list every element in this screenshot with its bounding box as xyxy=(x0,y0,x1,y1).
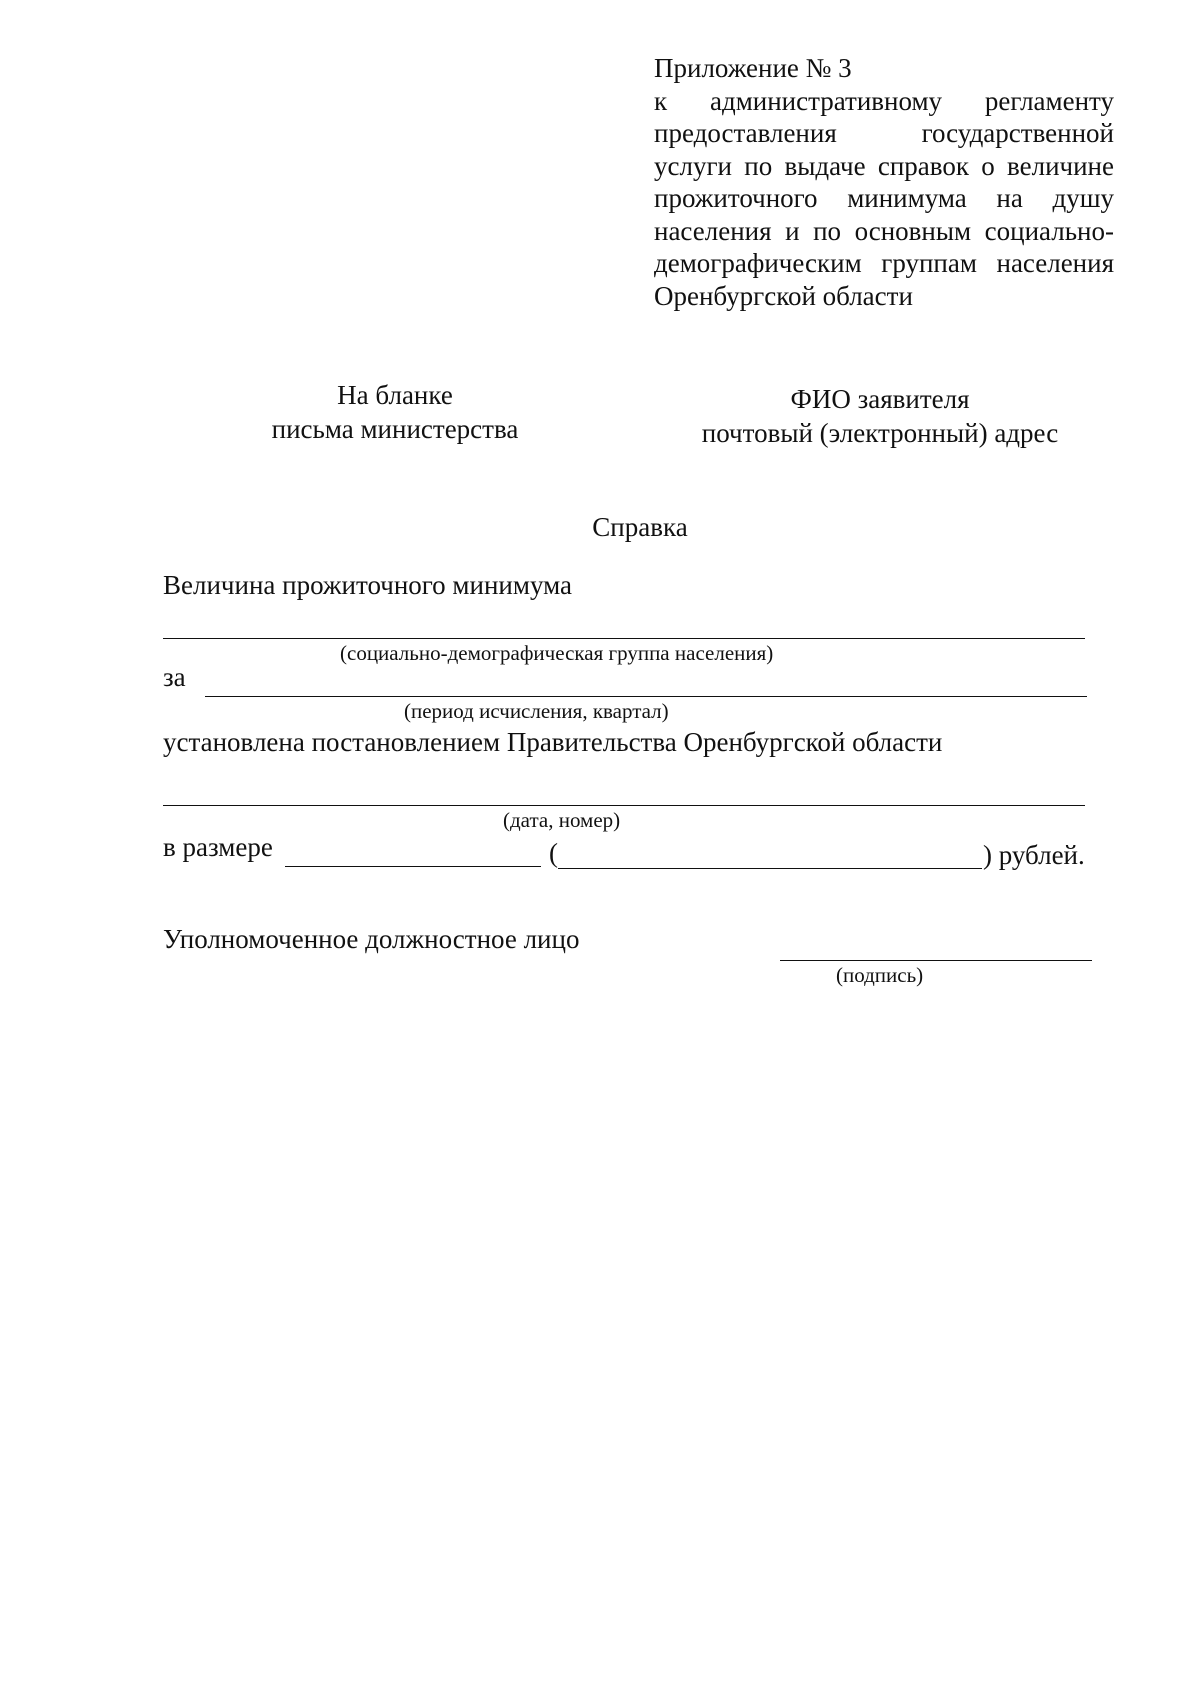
appendix-line: населения и по основным социально- xyxy=(654,215,1114,246)
appendix-block xyxy=(654,52,1114,312)
appendix-line: Оренбургской области xyxy=(654,280,913,311)
letterhead-line: На бланке xyxy=(337,380,453,410)
appendix-line: к административному регламенту xyxy=(654,85,1114,116)
decree-caption: (дата, номер) xyxy=(503,808,621,832)
amount-rubles-label: ) рублей. xyxy=(983,840,1085,870)
social-group-blank-line xyxy=(163,638,1085,639)
amount-label: в размере xyxy=(163,832,273,862)
appendix-line: прожиточного минимума на душу xyxy=(654,183,1114,213)
letterhead-line: письма министерства xyxy=(271,414,519,444)
period-for-label: за xyxy=(163,662,186,692)
amount-words-blank-line xyxy=(558,868,982,869)
decree-blank-line xyxy=(163,805,1085,806)
appendix-line: предоставления государственной xyxy=(654,118,1114,148)
period-blank-line xyxy=(205,696,1087,697)
appendix-title: Приложение № 3 xyxy=(654,53,852,83)
period-caption: (период исчисления, квартал) xyxy=(404,699,669,723)
social-group-caption: (социально-демографическая группа населения) xyxy=(340,641,774,665)
addressee-name: ФИО заявителя xyxy=(790,384,970,414)
letterhead-note xyxy=(250,378,540,446)
subsistence-minimum-label: Величина прожиточного минимума xyxy=(163,570,572,600)
amount-open-paren: ( xyxy=(549,838,558,868)
authorized-official-label: Уполномоченное должностное лицо xyxy=(163,924,580,954)
addressee-address: почтовый (электронный) адрес xyxy=(701,418,1059,448)
addressee-block xyxy=(680,382,1080,450)
document-title: Справка xyxy=(592,512,688,542)
signature-blank-line xyxy=(780,960,1092,961)
established-by-label: установлена постановлением Правительства Оренбургской области xyxy=(163,727,943,757)
signature-caption: (подпись) xyxy=(836,963,924,987)
amount-digits-blank-line xyxy=(285,866,541,867)
appendix-line: услуги по выдаче справок о величине xyxy=(654,150,1114,181)
appendix-line: демографическим группам населения xyxy=(654,248,1114,278)
